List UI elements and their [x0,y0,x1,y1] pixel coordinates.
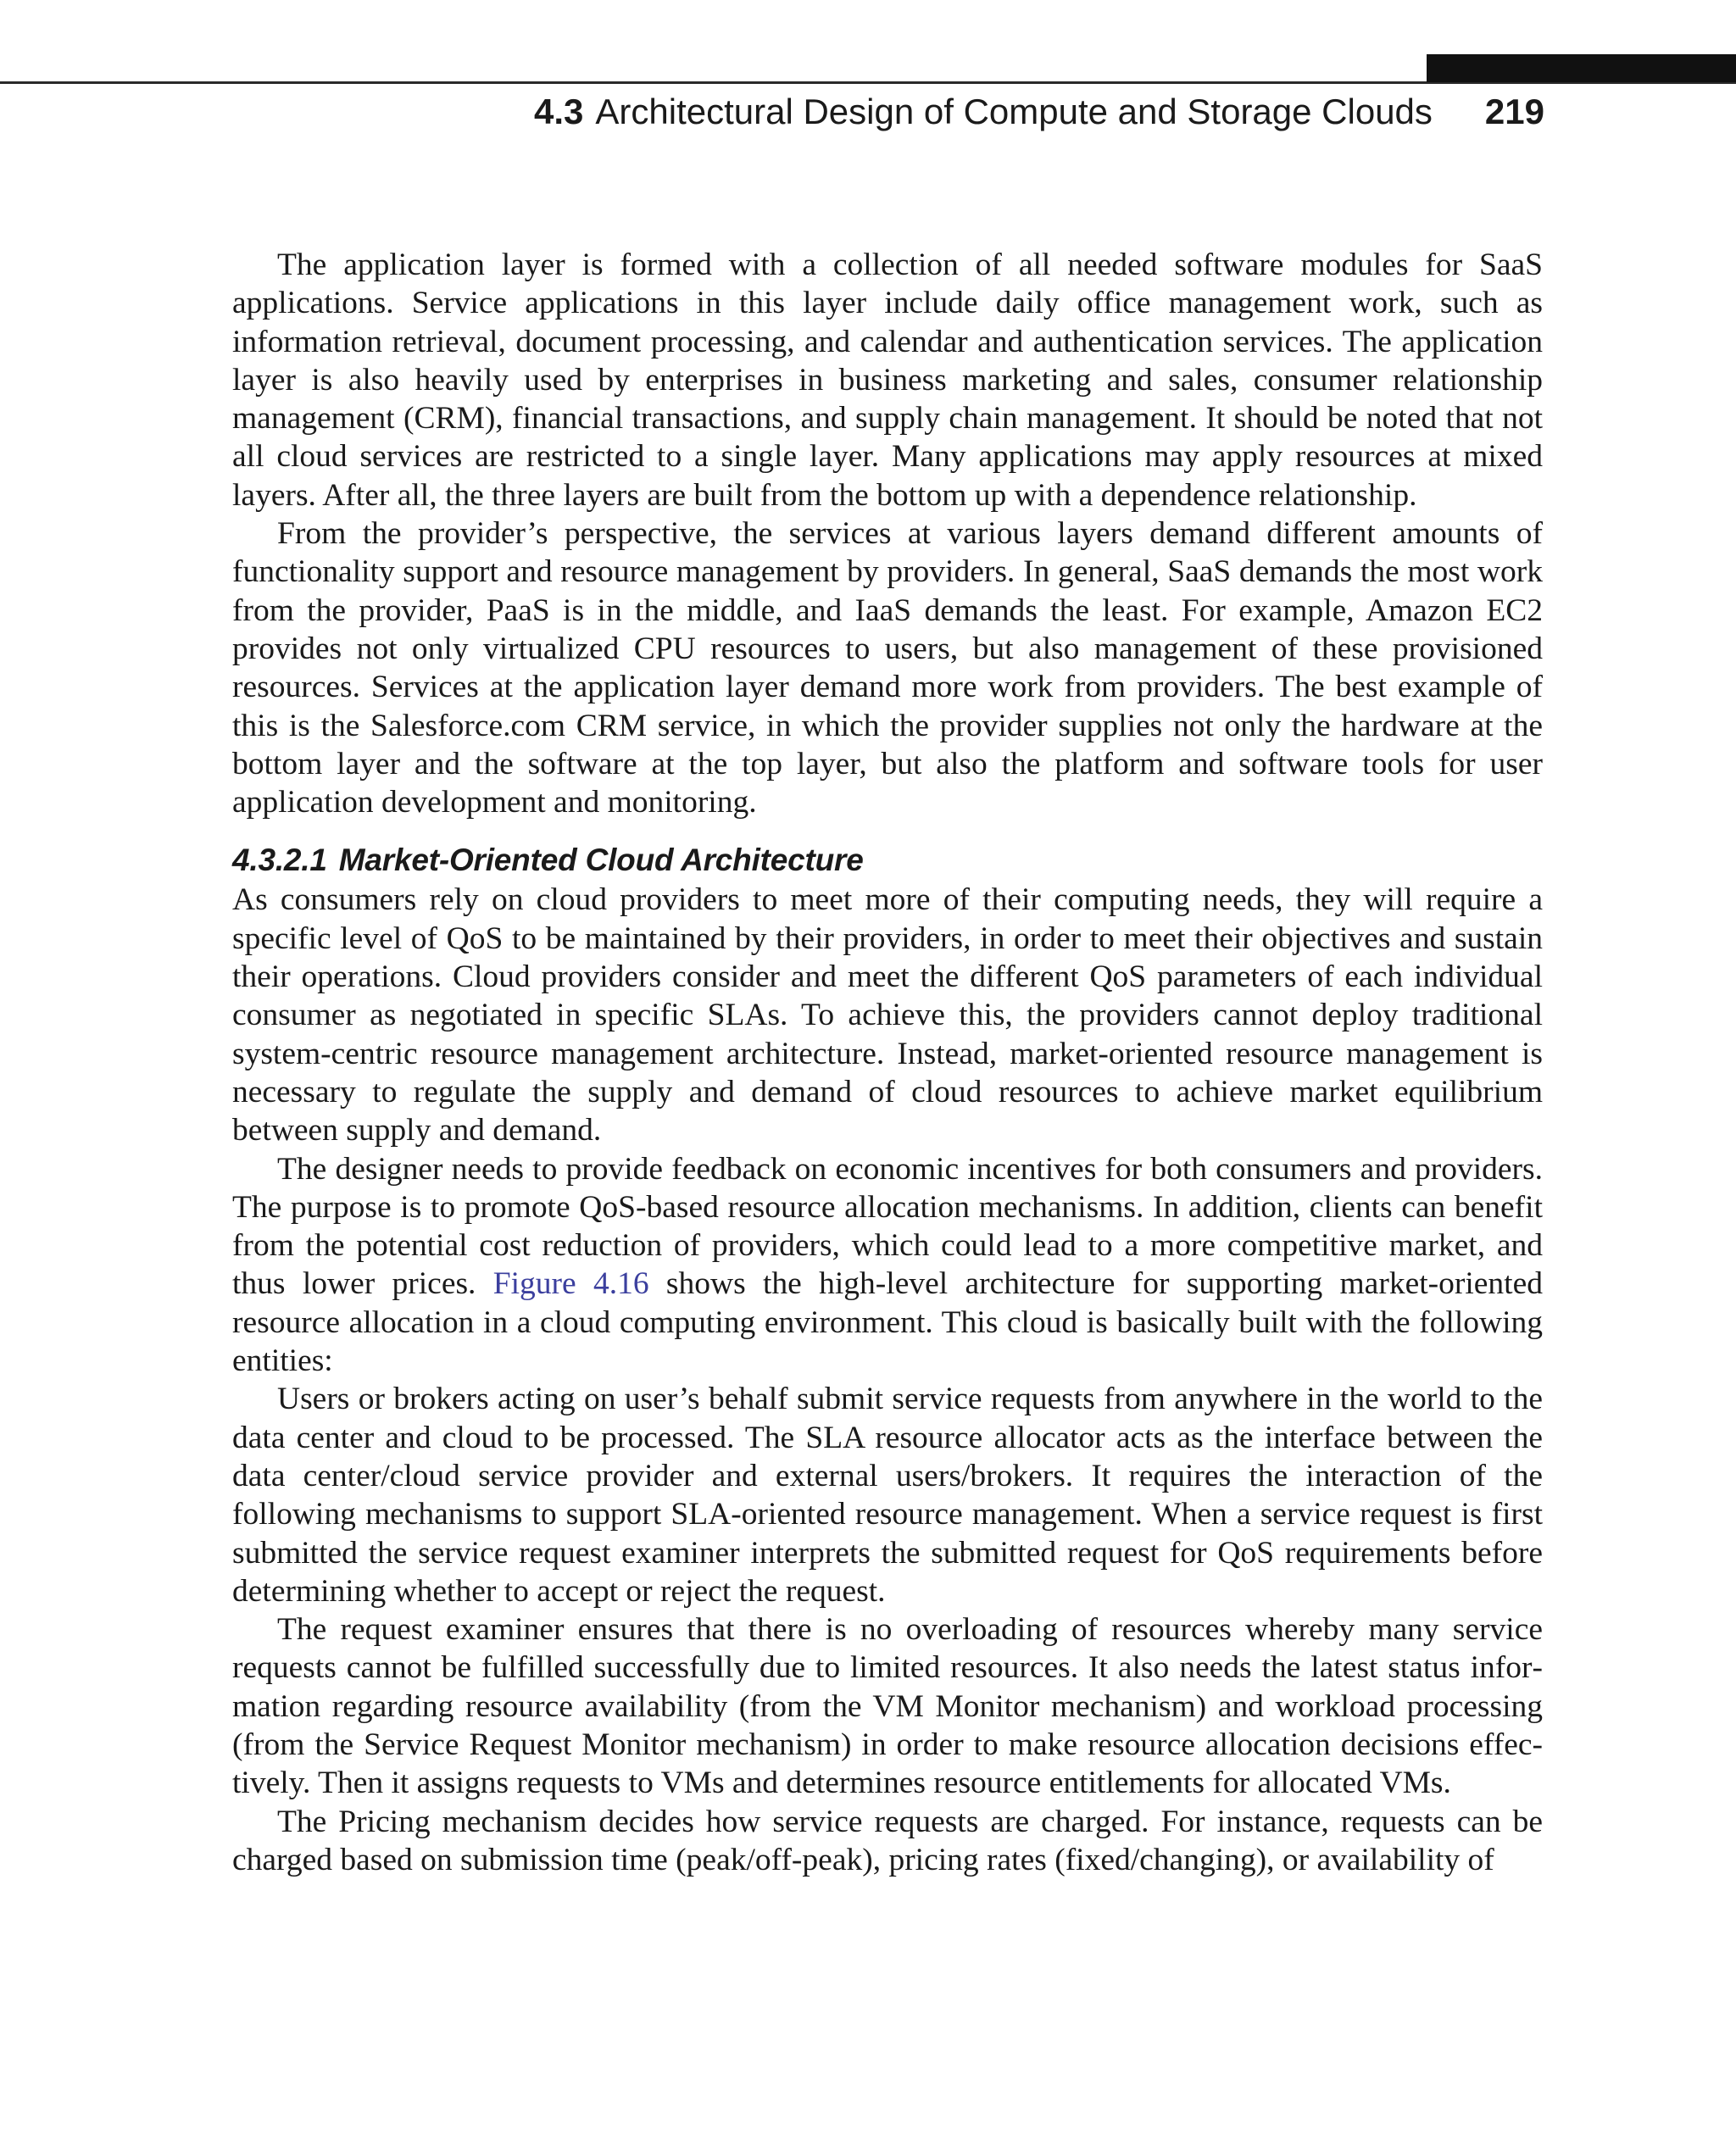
figure-4-16-link[interactable]: Figure 4.16 [492,1266,649,1302]
paragraph-request-examiner: The request examiner ensures that there is no overloading of resources whereby many service requests cannot be fulfilled successfully due to limited resources. It also needs the latest status information regarding resource availability (from the VM Monitor mechanism) and workload processing (from the Service Request Monitor mechanism) in order to make resource allocation decisions effectively. Then it assigns requests to VMs and determines resource entitlements for allocated VMs. [232,1612,1543,1801]
paragraph-designer-feedback-text-a: The designer needs to provide feedback on economic incentives for both consumers and providers. The purpose is to promote QoS-based resource allocation mechanisms. In addition, clients can benefit from the potential cost reduction of providers, which could lead to a more competitive market, and thus lower prices. [232,1151,1543,1302]
page-number: 219 [1484,92,1544,131]
paragraph-provider-perspective: From the provider’s perspective, the services at various layers demand different amounts of functionality support and resource management by providers. In general, SaaS demands the most work from the provider, PaaS is in the middle, and IaaS demands the least. For example, Amazon EC2 provides not only virtualized CPU resources to users, but also management of these provisioned resources. Services at the application layer demand more work from providers. The best example of this is the Salesforce.com CRM service, in which the provider supplies not only the hardware at the bottom layer and the software at the top layer, but also the platform and software tools for user application development and monitoring. [232,516,1543,820]
subsection-number: 4.3.2.1 [232,842,327,878]
paragraph-pricing-mechanism: The Pricing mechanism decides how service requests are charged. For instance, requests can be charged based on submission time (peak/off-peak), pricing rates (fixed/changing), or availability of [232,1804,1543,1877]
paragraph-designer-feedback [232,1150,1543,1381]
page-body [232,246,1543,1879]
paragraph-application-layer: The application layer is formed with a collection of all needed software modules for SaaS applications. Service applications in this layer include daily office management work, such as information retrieval, document processing, and calendar and authentication services. The application layer is also heavily used by enterprises in business marketing and sales, consumer relationship management (CRM), financial transactions, and supply chain management. It should be noted that not all cloud services are restricted to a single layer. Many applications may apply resources at mixed layers. After all, the three layers are built from the bottom up with a dependence relationship. [232,247,1543,513]
paragraph-users-brokers: Users or brokers acting on user’s behalf submit service requests from anywhere in the world to the data center and cloud to be processed. The SLA resource allocator acts as the interface between the data center/cloud service provider and external users/brokers. It requires the interaction of the following mechanisms to support SLA-oriented resource management. When a service request is first submitted the service request examiner interprets the submitted request for QoS requirements before determining whether to accept or reject the request. [232,1382,1543,1609]
subsection-heading [232,840,1543,881]
header-corner-bar [1427,54,1736,82]
running-header [534,92,1544,142]
header-section-title: Architectural Design of Compute and Storage Clouds [595,92,1433,131]
header-section-number: 4.3 [533,92,584,131]
paragraph-market-oriented-intro: As consumers rely on cloud providers to meet more of their computing needs, they will require a specific level of QoS to be maintained by their providers, in order to meet their objectives and sustain their operations. Cloud providers consider and meet the different QoS parameters of each individual consumer as negotiated in specific SLAs. To achieve this, the providers cannot deploy traditional system-centric resource management architecture. Instead, market-oriented resource management is necessary to regulate the supply and demand of cloud resources to achieve market equilibrium between supply and demand. [232,882,1543,1148]
paragraph-designer-feedback-text-b: shows the high-level architecture for supporting market-oriented resource allocation in a cloud computing environment. This cloud is basically built with the following entities: [232,1266,1543,1379]
subsection-title: Market-Oriented Cloud Architecture [338,842,864,878]
